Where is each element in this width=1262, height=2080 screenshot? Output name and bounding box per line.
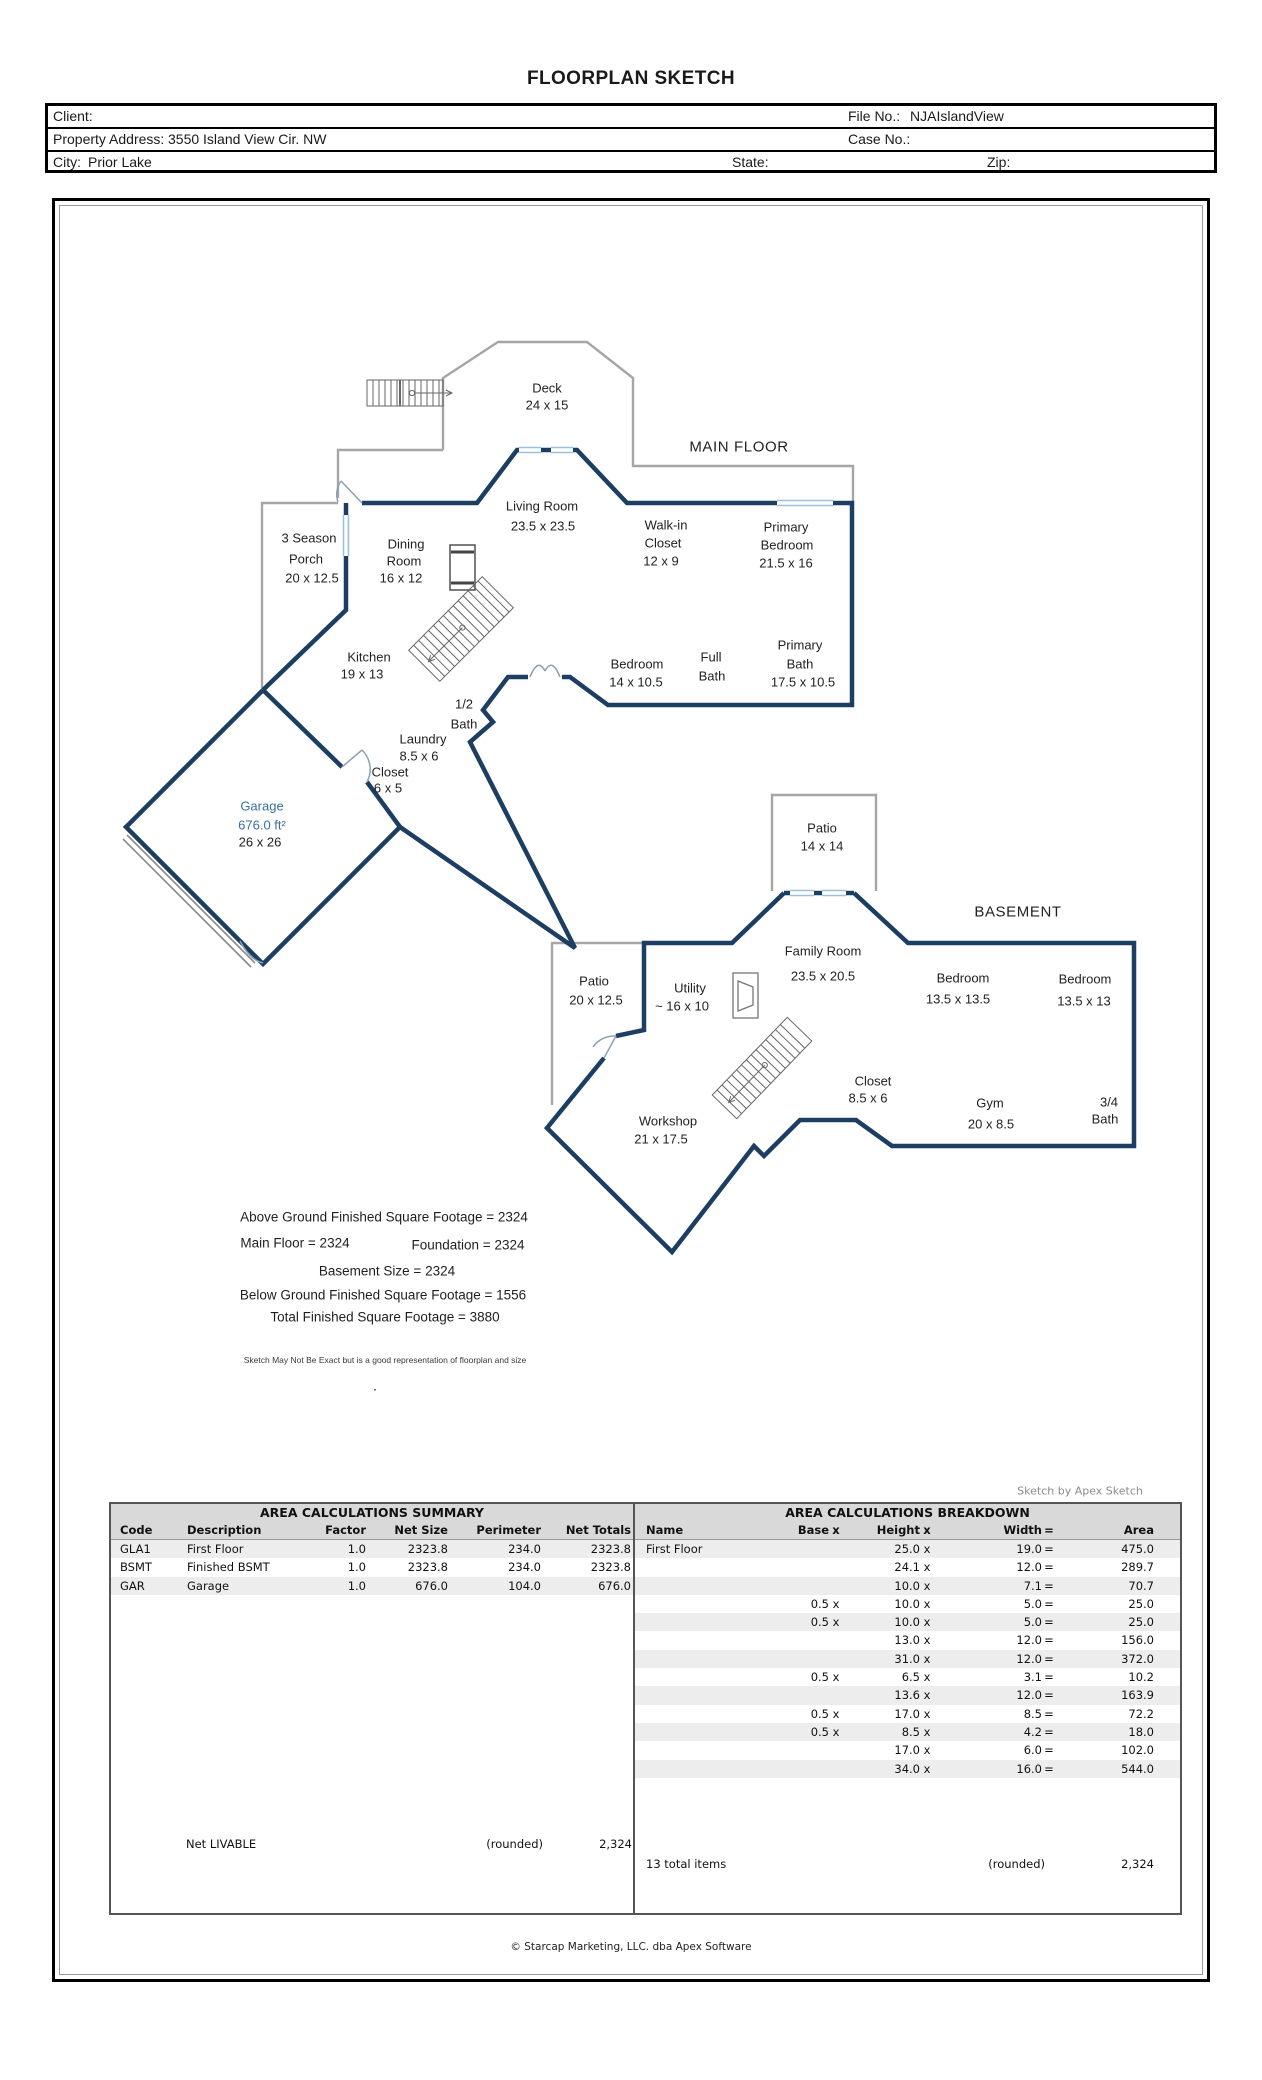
cell-eq: = — [1044, 1615, 1054, 1630]
city-label: City: — [53, 154, 81, 170]
col-net-size: Net Size — [394, 1523, 448, 1537]
floorplan-label: Bath — [1091, 1111, 1119, 1127]
floorplan-label: Bath — [786, 656, 814, 672]
cell-base: 0.5 — [810, 1724, 829, 1739]
basement-stairs-icon — [712, 1017, 811, 1118]
floorplan-label: . — [373, 1378, 377, 1394]
breakdown-total-value: 2,324 — [1121, 1857, 1154, 1871]
summary-row — [111, 1577, 633, 1595]
floorplan-label: Full — [700, 649, 722, 665]
floorplan-label: BASEMENT — [974, 903, 1062, 921]
cell-x1: x — [832, 1596, 840, 1611]
cell-factor: 1.0 — [347, 1542, 366, 1556]
basement-walls — [547, 893, 1134, 1252]
cell-base — [786, 1540, 829, 1558]
floorplan-label: 26 x 26 — [238, 834, 282, 850]
floorplan-label: Bedroom — [1058, 971, 1112, 987]
cell-desc: Finished BSMT — [187, 1560, 270, 1575]
cell-height: 17.0 — [894, 1706, 920, 1721]
floorplan-label: Living Room — [505, 498, 579, 514]
floorplan-label: Bedroom — [760, 537, 814, 553]
cell-eq: = — [1044, 1761, 1054, 1776]
cell-height: 10.0 — [894, 1615, 920, 1630]
floorplan-label: Patio — [807, 820, 837, 836]
cell-net-totals: 2323.8 — [590, 1542, 631, 1556]
cell-x1 — [829, 1558, 843, 1576]
cell-base: 0.5 — [810, 1706, 829, 1721]
breakdown-row — [635, 1595, 1180, 1613]
cell-eq: = — [1044, 1688, 1054, 1703]
breakdown-row — [635, 1577, 1180, 1595]
cell-base: 0.5 — [810, 1596, 829, 1611]
cell-eq: = — [1044, 1542, 1054, 1556]
col-base: Base — [797, 1523, 829, 1537]
cell-perimeter: 234.0 — [508, 1542, 541, 1556]
cell-area: 475.0 — [1121, 1542, 1154, 1556]
cell-eq: = — [1044, 1560, 1054, 1575]
floorplan-label: Walk-in — [644, 517, 688, 533]
floorplan-label: Dining — [387, 536, 425, 552]
floorplan-label: 16 x 12 — [379, 570, 423, 586]
net-livable-label: Net LIVABLE — [186, 1837, 257, 1851]
floorplan-label: 21 x 17.5 — [634, 1131, 688, 1147]
window-icons — [344, 448, 847, 896]
floorplan-label: Utility — [674, 980, 706, 996]
cell-width: 12.0 — [1016, 1651, 1042, 1666]
cell-code: GAR — [120, 1578, 145, 1593]
cell-x2: x — [923, 1615, 931, 1630]
floorplan-label: 19 x 13 — [340, 666, 384, 682]
cell-x2: x — [923, 1560, 931, 1575]
floorplan-label: 8.5 x 6 — [399, 748, 439, 764]
cell-area: 102.0 — [1121, 1743, 1154, 1758]
floorplan-label: Kitchen — [347, 649, 391, 665]
floorplan-label: Closet — [371, 764, 409, 780]
floorplan-label: Foundation = 2324 — [411, 1237, 525, 1253]
cell-name — [646, 1595, 786, 1613]
cell-x2: x — [923, 1670, 931, 1685]
cell-width: 8.5 — [1023, 1706, 1042, 1721]
cell-x2: x — [923, 1761, 931, 1776]
cell-eq: = — [1044, 1651, 1054, 1666]
floorplan-label: Sketch by Apex Sketch — [1017, 1484, 1143, 1498]
cell-net-totals: 2323.8 — [590, 1560, 631, 1575]
cell-height: 6.5 — [901, 1670, 920, 1685]
floorplan-label: Gym — [976, 1095, 1004, 1111]
floorplan-label: 17.5 x 10.5 — [770, 674, 836, 690]
floorplan-label: 3 Season — [281, 530, 337, 546]
cell-factor: 1.0 — [347, 1560, 366, 1575]
breakdown-row — [635, 1686, 1180, 1704]
cell-eq: = — [1044, 1578, 1054, 1593]
cell-x2: x — [923, 1706, 931, 1721]
floorplan-label: Deck — [532, 380, 562, 396]
cell-eq: = — [1044, 1596, 1054, 1611]
floorplan-label: Porch — [289, 551, 323, 567]
cell-desc: Garage — [187, 1578, 230, 1593]
cell-eq: = — [1044, 1743, 1054, 1758]
deck-outline — [262, 342, 876, 1105]
cell-name — [646, 1705, 786, 1723]
cell-x1 — [829, 1686, 843, 1704]
floorplan-label: Bedroom — [936, 970, 990, 986]
cell-net-size: 2323.8 — [407, 1560, 448, 1575]
cell-base: 0.5 — [810, 1615, 829, 1630]
cell-width: 12.0 — [1016, 1560, 1042, 1575]
cell-x2: x — [923, 1724, 931, 1739]
cell-area: 544.0 — [1121, 1761, 1154, 1776]
floorplan-label: 3/4 — [1099, 1094, 1119, 1110]
summary-total-value: 2,324 — [599, 1837, 632, 1851]
cell-width: 4.2 — [1023, 1724, 1042, 1739]
cell-width: 19.0 — [1016, 1542, 1042, 1556]
cell-name — [646, 1613, 786, 1631]
cell-perimeter: 104.0 — [508, 1578, 541, 1593]
cell-height: 34.0 — [894, 1761, 920, 1776]
cell-x1 — [829, 1577, 843, 1595]
cell-net-size: 676.0 — [415, 1578, 448, 1593]
cell-height: 10.0 — [894, 1596, 920, 1611]
floorplan-label: Closet — [854, 1073, 892, 1089]
col-perimeter: Perimeter — [476, 1523, 541, 1537]
floorplan-label: 8.5 x 6 — [848, 1090, 888, 1106]
cell-x2: x — [923, 1651, 931, 1666]
cell-x1 — [829, 1760, 843, 1778]
cell-width: 6.0 — [1023, 1743, 1042, 1758]
floorplan-label: Total Finished Square Footage = 3880 — [270, 1309, 500, 1325]
cell-x1: x — [832, 1670, 840, 1685]
client-label: Client: — [53, 108, 93, 124]
floorplan-label: Workshop — [638, 1113, 698, 1129]
cell-width: 5.0 — [1023, 1596, 1042, 1611]
zip-label: Zip: — [987, 154, 1011, 170]
file-no-label: File No.: — [848, 108, 901, 124]
floorplan-label: Patio — [579, 973, 609, 989]
breakdown-row — [635, 1741, 1180, 1759]
floorplan-label: Bedroom — [610, 656, 664, 672]
floorplan-label: 24 x 15 — [525, 397, 569, 413]
cell-name: First Floor — [646, 1542, 703, 1556]
door-icons — [240, 481, 616, 1058]
cell-area: 72.2 — [1128, 1706, 1154, 1721]
cell-width: 12.0 — [1016, 1688, 1042, 1703]
cell-x2: x — [923, 1743, 931, 1758]
file-no-value: NJAIslandView — [910, 108, 1004, 124]
cell-code: GLA1 — [120, 1542, 151, 1556]
cell-area: 18.0 — [1128, 1724, 1154, 1739]
main-stairs-icon — [409, 577, 514, 682]
cell-width: 12.0 — [1016, 1633, 1042, 1648]
cell-base: 0.5 — [810, 1670, 829, 1685]
floorplan-label: Primary — [777, 637, 823, 653]
cell-width: 16.0 — [1016, 1761, 1042, 1776]
breakdown-row — [635, 1668, 1180, 1686]
area-calculations-breakdown-table — [634, 1502, 1182, 1915]
floorplan-label: Laundry — [399, 731, 447, 747]
summary-row — [111, 1540, 633, 1558]
floorplan-label: 23.5 x 20.5 — [790, 968, 856, 984]
breakdown-total-row — [635, 1855, 1180, 1873]
floorplan-label: 20 x 8.5 — [967, 1116, 1015, 1132]
breakdown-row — [635, 1650, 1180, 1668]
col-area: Area — [1123, 1523, 1154, 1537]
furnace-icon — [733, 973, 758, 1018]
state-label: State: — [732, 154, 769, 170]
floorplan-label: 676.0 ft² — [238, 817, 286, 833]
cell-net-size: 2323.8 — [407, 1542, 448, 1556]
floorplan-label: Closet — [644, 535, 682, 551]
summary-rounded-label: (rounded) — [486, 1837, 543, 1851]
cell-desc: First Floor — [187, 1542, 244, 1556]
property-address-value: 3550 Island View Cir. NW — [168, 131, 327, 147]
copyright-footer: © Starcap Marketing, LLC. dba Apex Software — [510, 1941, 752, 1953]
cell-name — [646, 1741, 786, 1759]
cell-area: 372.0 — [1121, 1651, 1154, 1666]
floorplan-label: 6 x 5 — [373, 780, 403, 796]
cell-name — [646, 1577, 786, 1595]
floorplan-label: 14 x 14 — [800, 838, 844, 854]
breakdown-row — [635, 1540, 1180, 1558]
cell-x1: x — [832, 1724, 840, 1739]
floorplan-label: 13.5 x 13.5 — [925, 991, 991, 1007]
summary-table-header — [111, 1521, 633, 1540]
cell-x2: x — [923, 1596, 931, 1611]
summary-total-row — [111, 1835, 633, 1853]
floorplan-label: Room — [386, 553, 422, 569]
col-x1: x — [832, 1523, 840, 1537]
cell-base — [786, 1741, 829, 1759]
cell-area: 25.0 — [1128, 1596, 1154, 1611]
floorplan-label: ~ 16 x 10 — [655, 998, 709, 1014]
floorplan-label: Sketch May Not Be Exact but is a good representation of floorplan and size — [243, 1355, 527, 1365]
garage-door-icon — [123, 835, 255, 967]
cell-code: BSMT — [120, 1560, 152, 1575]
cell-name — [646, 1650, 786, 1668]
floorplan-label: MAIN FLOOR — [689, 438, 789, 456]
col-net-totals: Net Totals — [565, 1523, 631, 1537]
cell-factor: 1.0 — [347, 1578, 366, 1593]
cell-eq: = — [1044, 1670, 1054, 1685]
fireplace-icon — [450, 545, 475, 590]
floorplan-label: Basement Size = 2324 — [318, 1263, 456, 1279]
col-height: Height — [876, 1523, 920, 1537]
cell-base — [786, 1686, 829, 1704]
cell-base — [786, 1558, 829, 1576]
cell-eq: = — [1044, 1724, 1054, 1739]
cell-area: 289.7 — [1121, 1560, 1154, 1575]
cell-area: 156.0 — [1121, 1633, 1154, 1648]
floorplan-label: 14 x 10.5 — [609, 674, 663, 690]
floorplan-label: Garage — [240, 798, 284, 814]
cell-name — [646, 1723, 786, 1741]
cell-x1 — [829, 1540, 843, 1558]
floorplan-label: Main Floor = 2324 — [240, 1235, 350, 1251]
cell-net-totals: 676.0 — [598, 1578, 631, 1593]
deck-stairs-icon — [367, 380, 452, 406]
floorplan-label: Bath — [450, 716, 478, 732]
cell-x2: x — [923, 1633, 931, 1648]
floorplan-label: 23.5 x 23.5 — [510, 518, 576, 534]
cell-x2: x — [923, 1542, 931, 1556]
cell-height: 24.1 — [894, 1560, 920, 1575]
cell-width: 5.0 — [1023, 1615, 1042, 1630]
cell-height: 31.0 — [894, 1651, 920, 1666]
cell-height: 13.6 — [894, 1688, 920, 1703]
floorplan-label: 13.5 x 13 — [1057, 993, 1111, 1009]
floorplan-label: 1/2 — [454, 696, 474, 712]
col-eq: = — [1044, 1523, 1054, 1537]
cell-area: 10.2 — [1128, 1670, 1154, 1685]
cell-x2: x — [923, 1578, 931, 1593]
cell-x1: x — [832, 1706, 840, 1721]
cell-perimeter: 234.0 — [508, 1560, 541, 1575]
summary-row — [111, 1558, 633, 1576]
breakdown-row — [635, 1558, 1180, 1576]
summary-rows — [111, 1540, 633, 1595]
total-items-label: 13 total items — [646, 1857, 727, 1871]
breakdown-table-title: AREA CALCULATIONS BREAKDOWN — [635, 1504, 1180, 1521]
cell-area: 163.9 — [1121, 1688, 1154, 1703]
cell-name — [646, 1668, 786, 1686]
floorplan-label: 20 x 12.5 — [285, 570, 339, 586]
page-title: FLOORPLAN SKETCH — [526, 68, 735, 89]
col-name: Name — [646, 1523, 684, 1537]
cell-height: 17.0 — [894, 1743, 920, 1758]
col-factor: Factor — [325, 1523, 366, 1537]
cell-base — [786, 1760, 829, 1778]
col-code: Code — [120, 1523, 153, 1537]
floorplan-label: Below Ground Finished Square Footage = 1556 — [239, 1287, 527, 1303]
cell-name — [646, 1558, 786, 1576]
cell-x1 — [829, 1631, 843, 1649]
cell-height: 8.5 — [901, 1724, 920, 1739]
property-address-label: Property Address: — [53, 131, 165, 147]
cell-x1 — [829, 1650, 843, 1668]
cell-x1: x — [832, 1615, 840, 1630]
cell-height: 25.0 — [894, 1542, 920, 1556]
breakdown-rounded-label: (rounded) — [988, 1857, 1045, 1871]
cell-base — [786, 1631, 829, 1649]
breakdown-rows — [635, 1540, 1180, 1778]
cell-name — [646, 1760, 786, 1778]
floorplan-label: 21.5 x 16 — [759, 555, 813, 571]
floorplan-label: Above Ground Finished Square Footage = 2324 — [240, 1209, 528, 1225]
cell-eq: = — [1044, 1706, 1054, 1721]
cell-width: 7.1 — [1023, 1578, 1042, 1593]
cell-name — [646, 1686, 786, 1704]
cell-name — [646, 1631, 786, 1649]
floorplan-label: Family Room — [784, 943, 862, 959]
case-no-label: Case No.: — [848, 131, 911, 147]
cell-x1 — [829, 1741, 843, 1759]
area-calculations-summary-table — [109, 1502, 634, 1915]
cell-height: 13.0 — [894, 1633, 920, 1648]
floorplan-label: 12 x 9 — [643, 553, 679, 569]
breakdown-row — [635, 1760, 1180, 1778]
cell-base — [786, 1650, 829, 1668]
col-width: Width — [1003, 1523, 1042, 1537]
col-x2: x — [923, 1523, 931, 1537]
breakdown-row — [635, 1723, 1180, 1741]
cell-area: 70.7 — [1128, 1578, 1154, 1593]
cell-height: 10.0 — [894, 1578, 920, 1593]
floorplan-label: Primary — [763, 519, 809, 535]
col-description: Description — [187, 1523, 262, 1537]
summary-table-title: AREA CALCULATIONS SUMMARY — [111, 1504, 633, 1521]
cell-eq: = — [1044, 1633, 1054, 1648]
breakdown-row — [635, 1613, 1180, 1631]
breakdown-row — [635, 1705, 1180, 1723]
cell-x2: x — [923, 1688, 931, 1703]
floorplan-label: Bath — [698, 668, 726, 684]
cell-base — [786, 1577, 829, 1595]
breakdown-table-header — [635, 1521, 1180, 1540]
breakdown-row — [635, 1631, 1180, 1649]
cell-area: 25.0 — [1128, 1615, 1154, 1630]
city-value: Prior Lake — [88, 154, 152, 170]
garage-walls — [126, 690, 403, 964]
cell-width: 3.1 — [1023, 1670, 1042, 1685]
floorplan-label: 20 x 12.5 — [569, 992, 623, 1008]
